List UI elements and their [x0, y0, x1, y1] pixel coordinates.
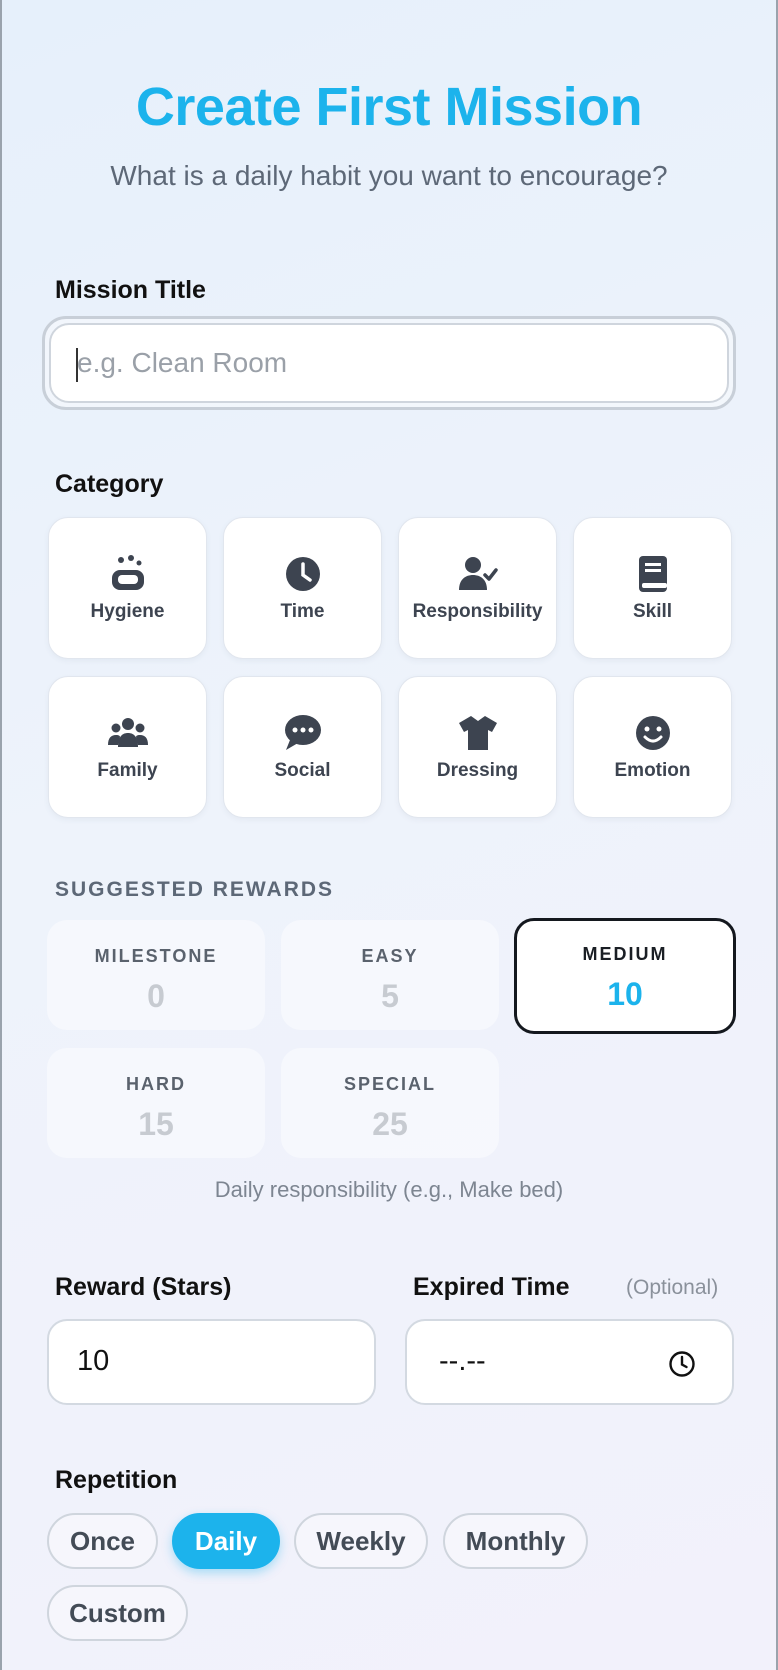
category-label-emotion: Emotion — [614, 760, 691, 781]
users-icon — [49, 713, 206, 753]
reward-value: 15 — [138, 1106, 174, 1142]
book-icon — [574, 554, 731, 594]
category-label-skill: Skill — [632, 601, 673, 622]
reward-name: MILESTONE — [94, 946, 218, 966]
repetition-weekly[interactable]: Weekly — [294, 1513, 428, 1569]
category-label-family: Family — [97, 760, 158, 781]
smile-icon — [574, 713, 731, 753]
reward-option-medium[interactable] — [514, 918, 736, 1034]
shirt-icon — [399, 713, 556, 753]
category-label: Category — [55, 470, 164, 498]
expired-time-value: --.-- — [439, 1345, 486, 1377]
expired-time-label: Expired Time — [413, 1273, 570, 1301]
reward-value: 0 — [147, 978, 165, 1014]
reward-option-special[interactable] — [281, 1048, 499, 1158]
reward-value: 5 — [381, 978, 399, 1014]
reward-value: 10 — [607, 976, 643, 1012]
reward-hint: Daily responsibility (e.g., Make bed) — [214, 1177, 564, 1202]
category-responsibility[interactable] — [398, 517, 557, 659]
reward-stars-label: Reward (Stars) — [55, 1273, 232, 1301]
repetition-once[interactable]: Once — [47, 1513, 158, 1569]
category-label-hygiene: Hygiene — [90, 601, 165, 622]
category-emotion[interactable] — [573, 676, 732, 818]
user-check-icon — [399, 554, 556, 594]
clock-icon — [224, 554, 381, 594]
reward-name: SPECIAL — [343, 1074, 436, 1094]
repetition-custom[interactable]: Custom — [47, 1585, 188, 1641]
category-label-dressing: Dressing — [436, 760, 519, 781]
mission-title-focus-ring — [42, 316, 736, 410]
reward-name: HARD — [126, 1074, 186, 1094]
expired-time-input[interactable] — [405, 1319, 734, 1405]
category-dressing[interactable] — [398, 676, 557, 818]
reward-name: MEDIUM — [582, 944, 668, 964]
category-social[interactable] — [223, 676, 382, 818]
optional-tag: (Optional) — [626, 1276, 719, 1299]
category-label-time: Time — [280, 601, 325, 622]
reward-option-hard[interactable] — [47, 1048, 265, 1158]
category-time[interactable] — [223, 517, 382, 659]
category-skill[interactable] — [573, 517, 732, 659]
category-label-responsibility: Responsibility — [412, 601, 543, 622]
reward-value: 25 — [372, 1106, 408, 1142]
reward-option-easy[interactable] — [281, 920, 499, 1030]
text-caret — [76, 348, 78, 382]
reward-name: EASY — [361, 946, 419, 966]
clock-icon[interactable] — [668, 1350, 696, 1383]
category-label-social: Social — [274, 760, 331, 781]
reward-option-milestone[interactable] — [47, 920, 265, 1030]
mission-title-label: Mission Title — [55, 276, 206, 304]
repetition-monthly[interactable]: Monthly — [443, 1513, 588, 1569]
reward-stars-value: 10 — [77, 1345, 110, 1377]
reward-stars-input[interactable] — [47, 1319, 376, 1405]
mission-title-input[interactable] — [49, 323, 729, 403]
bath-icon — [49, 554, 206, 594]
repetition-label: Repetition — [55, 1466, 178, 1494]
page-subtitle: What is a daily habit you want to encourage? — [110, 160, 668, 191]
create-mission-page — [2, 0, 776, 1670]
page-title: Create First Mission — [135, 77, 643, 137]
repetition-daily[interactable]: Daily — [172, 1513, 280, 1569]
suggested-rewards-label: SUGGESTED REWARDS — [55, 878, 335, 901]
chat-bubble-icon — [224, 713, 381, 753]
category-family[interactable] — [48, 676, 207, 818]
category-hygiene[interactable] — [48, 517, 207, 659]
